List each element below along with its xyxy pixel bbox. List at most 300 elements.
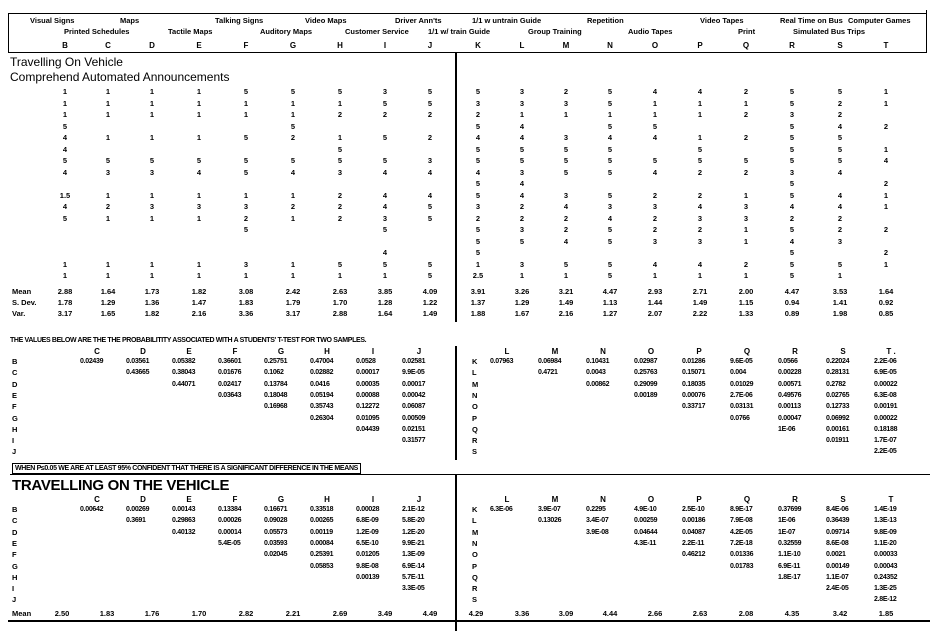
rating-cell: 4 [652,87,658,96]
matrix-col-header: S [840,495,846,504]
p-value: 0.33518 [310,506,334,513]
rating-cell: 5 [563,167,569,177]
mean-value: 2.66 [647,609,663,618]
rating-cell: 1 [196,98,202,108]
stat-value: 1.13 [602,298,618,307]
p-value: 0.00047 [778,414,802,422]
matrix-row-label: R [472,584,478,594]
matrix-row-label: C [12,516,18,526]
p-value: 0.13784 [264,380,288,388]
stat-value: 1.49 [422,309,438,318]
rating-cell: 4 [427,167,433,177]
rating-cell: 2 [652,225,658,234]
p-value: 2.7E-06 [730,391,753,399]
p-value: 0.00022 [874,414,898,422]
p-value: 8.6E-08 [826,539,849,547]
p-value: 6.9E-11 [778,562,801,570]
mean-value: 2.63 [692,609,708,618]
p-value: 0.00022 [874,380,898,388]
rating-cell: 5 [837,259,843,269]
p-value: 8.9E-17 [730,506,753,513]
p-value: 0.02987 [634,358,658,365]
rating-cell: 1 [105,133,111,142]
stat-value: 1.79 [285,298,301,307]
mean-value: 1.83 [99,609,115,618]
p-value: 9.9E-05 [402,369,425,377]
stat-value: 2.00 [738,287,754,296]
p-value: 0.18188 [874,425,898,433]
rating-cell: 4 [697,202,703,211]
p-value: 2.8E-12 [874,596,897,604]
p-value: 6.9E-05 [874,369,897,377]
header-top-label: Computer Games [848,16,911,25]
matrix-row-label: I [12,584,15,594]
rating-cell: 1 [290,213,296,223]
header-bottom-label: Group Training [528,27,582,36]
rating-cell: 5 [427,98,433,108]
rating-cell: 5 [475,87,481,96]
stat-label: S. Dev. [12,298,37,307]
rating-cell: 1 [697,98,703,108]
rating-cell: 5 [427,87,433,96]
p-value: 0.05194 [310,391,334,399]
rating-cell: 5 [243,167,249,177]
column-letter: T [883,41,889,50]
p-value: 0.01676 [218,369,242,377]
p-value: 1.2E-20 [402,528,425,536]
rating-cell: 5 [337,156,343,165]
rating-cell: 1 [62,259,68,269]
rating-cell: 5 [607,225,613,234]
rating-cell: 1 [196,259,202,269]
matrix-row-label: K [472,357,478,366]
rating-cell: 4 [563,236,569,246]
p-value: 7.2E-18 [730,539,753,547]
matrix-col-header: P [696,495,702,504]
matrix-row-label: C [12,368,18,378]
stat-value: 1.67 [514,309,530,318]
p-value: 1.1E-07 [826,573,849,581]
matrix-col-header: H [324,347,330,356]
rating-cell: 2 [290,133,296,142]
p-value: 4.3E-11 [634,539,657,547]
p-value: 0.12733 [826,403,850,411]
matrix-col-header: I [371,347,375,356]
rating-cell: 1 [652,271,658,280]
center-divider-3 [455,474,457,631]
rating-cell: 3 [607,202,613,211]
rating-cell: 2 [105,202,111,211]
column-letter: L [519,41,525,50]
p-value: 0.09714 [826,528,850,536]
rating-cell: 5 [607,156,613,165]
stat-value: 1.37 [470,298,486,307]
rating-cell: 2 [519,202,525,211]
rating-cell: 3 [149,167,155,177]
column-letter: J [427,41,433,50]
p-value: 0.03561 [126,358,150,365]
p-value: 0.00113 [778,403,801,411]
matrix-row-label: J [12,595,17,605]
rating-cell: 4 [382,248,388,257]
stat-value: 1.88 [470,309,486,318]
p-value: 1.2E-09 [356,528,379,536]
rating-cell: 3 [519,259,525,269]
rating-cell: 1 [475,259,481,269]
stat-value: 3.26 [514,287,530,296]
rating-cell: 5 [697,156,703,165]
rating-cell: 1 [743,225,749,234]
p-value: 0.00265 [310,517,334,525]
column-letter: I [383,41,387,50]
matrix-col-header: C [94,347,100,356]
rating-cell: 4 [697,87,703,96]
rating-cell: 2 [337,110,343,119]
rating-cell: 1 [149,259,155,269]
header-bottom-label: Auditory Maps [260,27,313,36]
stat-value: 2.07 [647,309,663,318]
p-value: 2.2E-05 [874,448,897,456]
rating-cell: 1 [149,213,155,223]
rating-cell: 5 [563,144,569,154]
header-bottom-border [8,52,927,53]
p-value: 1.3E-13 [874,517,897,525]
p-value: 0.00076 [682,391,706,399]
rating-cell: 2 [563,213,569,223]
p-value: 0.13384 [218,506,242,513]
rating-cell: 5 [607,98,613,108]
rating-cell: 1 [607,110,613,119]
p-value: 0.31577 [402,437,426,445]
mean-value: 2.21 [285,609,301,618]
rating-cell: 5 [475,179,481,188]
rating-cell: 4 [652,259,658,269]
rating-cell: 5 [62,213,68,223]
stat-value: 1.33 [738,309,754,318]
rating-cell: 4 [519,179,525,188]
matrix-row-label: K [472,505,478,514]
header-top-label: Talking Signs [215,16,264,25]
stat-value: 2.63 [332,287,348,296]
matrix-col-header: M [551,347,559,356]
rating-cell: 5 [475,144,481,154]
rating-cell: 5 [382,98,388,108]
rating-cell: 2 [427,110,433,119]
p-value: 0.00269 [126,506,150,513]
matrix-row-label: H [12,424,18,434]
header-bottom-label: Audio Tapes [628,27,673,36]
p-value: 0.00186 [682,517,706,525]
section-subtitle: Comprehend Automated Announcements [10,70,230,84]
rating-cell: 1 [105,271,111,280]
p-value: 3.9E-07 [538,506,561,513]
p-value: 2.2E-11 [682,539,705,547]
p-value: 0.05573 [264,528,288,536]
rating-cell: 1 [105,190,111,200]
stat-value: 1.78 [57,298,73,307]
p-value: 0.46212 [682,551,706,559]
rating-cell: 2 [697,190,703,200]
matrix-col-header: F [232,495,238,504]
rating-cell: 2 [743,167,749,177]
stat-value: 1.64 [377,309,393,318]
p-value: 0.01336 [730,551,754,559]
rating-cell: 5 [789,144,795,154]
matrix-col-header: I [371,495,375,504]
rating-cell: 2 [337,213,343,223]
header-top-label: Maps [120,16,140,25]
rating-cell: 5 [652,121,658,131]
rating-cell: 5 [837,133,843,142]
p-value: 1.8E-17 [778,573,801,581]
stat-value: 1.82 [191,287,207,296]
rating-cell: 1 [697,271,703,280]
stat-value: 4.47 [602,287,618,296]
rating-cell: 3 [697,236,703,246]
p-value: 0.004 [730,369,747,377]
rating-cell: 1 [196,133,202,142]
matrix-row-label: R [472,436,478,446]
column-letter: H [337,41,343,50]
column-letter: N [607,41,613,50]
p-value: 0.06992 [826,414,850,422]
stat-value: 1.70 [332,298,348,307]
rating-cell: 5 [62,156,68,165]
rating-cell: 3 [243,259,249,269]
rating-cell: 1 [149,87,155,96]
rating-cell: 4 [519,121,525,131]
p-value: 0.00139 [356,573,380,581]
rating-cell: 5 [519,236,525,246]
p-value: 5.4E-05 [218,539,241,547]
column-letter: R [789,41,795,50]
p-value: 0.0043 [586,369,606,377]
rating-cell: 1 [62,98,68,108]
p-value: 0.24352 [874,573,898,581]
rating-cell: 1 [62,87,68,96]
header-top-label: 1/1 w untrain Guide [472,16,542,25]
rating-cell: 2 [697,225,703,234]
rating-cell: 4 [652,133,658,142]
rating-cell: 1 [105,87,111,96]
rating-cell: 4 [62,167,68,177]
rating-cell: 1 [149,271,155,280]
rating-cell: 4 [837,121,843,131]
matrix-row-label: Q [472,572,478,582]
rating-cell: 4 [607,133,613,142]
rating-cell: 5 [789,190,795,200]
matrix-col-header: L [504,347,510,356]
p-value: 0.40132 [172,528,196,536]
matrix-row-label: G [12,413,18,423]
matrix-row-label: S [472,447,478,457]
p-value: 9.8E-08 [356,562,379,570]
rating-cell: 1.5 [59,190,71,200]
rating-cell: 1 [105,110,111,119]
p-value: 0.29863 [172,517,196,525]
stat-value: 1.98 [832,309,848,318]
p-value: 0.25751 [264,358,288,365]
mean-value: 2.82 [238,609,254,618]
matrix-col-header: T . [886,347,896,356]
stat-value: 3.85 [377,287,393,296]
p-value: 0.16968 [264,403,288,411]
p-value: 0.00042 [402,391,426,399]
matrix-row-label: O [472,550,478,560]
p-value: 0.05382 [172,358,196,365]
rating-cell: 2 [382,110,388,119]
matrix-row-label: H [12,572,18,582]
rating-cell: 1 [62,271,68,280]
column-letter: B [62,41,68,50]
matrix-col-header: C [94,495,100,504]
stat-value: 0.89 [784,309,800,318]
matrix-col-header: L [504,495,510,504]
p-value: 0.00026 [218,517,242,525]
rating-cell: 1 [563,271,569,280]
stat-value: 1.65 [100,309,116,318]
rating-cell: 4 [519,190,525,200]
rating-cell: 2 [883,121,889,131]
matrix-col-header: N [600,347,606,356]
mean-value: 4.44 [602,609,618,618]
rating-cell: 4 [196,167,202,177]
p-value: 1.4E-19 [874,506,897,513]
rating-cell: 1 [743,98,749,108]
rating-cell: 5 [105,156,111,165]
rating-cell: 5 [337,259,343,269]
p-value: 0.15071 [682,369,706,377]
p-value: 0.01205 [356,551,380,559]
p-value: 0.10431 [586,358,610,365]
p-value: 0.37699 [778,506,802,513]
stat-value: 3.91 [470,287,486,296]
p-value: 9.9E-21 [402,539,425,547]
mean-label: Mean [12,609,32,618]
rating-cell: 2 [337,190,343,200]
rating-cell: 2 [290,202,296,211]
header-top-border [8,13,927,14]
ttest-caption: THE VALUES BELOW ARE THE THE PROBABILITITY ASSOCIATED WITH A STUDENTS' T-TEST FOR TWO SAMPLES. [10,337,367,344]
p-value: 2.4E-05 [826,585,849,593]
rating-cell: 2 [837,110,843,119]
rating-cell: 1 [243,271,249,280]
significance-note: WHEN P≤0.05 WE ARE AT LEAST 95% CONFIDENT THAT THERE IS A SIGNIFICANT DIFFERENCE IN THE MEANS [12,463,361,474]
rating-cell: 5 [519,144,525,154]
rating-cell: 4 [475,167,481,177]
matrix-col-header: R [792,495,798,504]
rating-cell: 5 [789,121,795,131]
rating-cell: 2 [883,248,889,257]
rating-cell: 4 [837,190,843,200]
mean-value: 3.36 [514,609,530,618]
p-value: 0.00189 [634,391,658,399]
header-top-label: Repetition [587,16,624,25]
p-value: 0.01286 [682,358,706,365]
column-letter: O [651,41,659,50]
rating-cell: 3 [697,213,703,223]
rating-cell: 5 [789,133,795,142]
p-value: 0.00228 [778,369,802,377]
p-value: 0.00571 [778,380,802,388]
rating-cell: 4 [62,202,68,211]
p-value: 0.3691 [126,517,146,525]
mean-value: 4.35 [784,609,800,618]
matrix-row-label: N [472,538,478,548]
p-value: 0.47004 [310,358,334,365]
stat-value: 2.88 [57,287,73,296]
matrix-col-header: E [186,495,192,504]
rating-cell: 2 [883,179,889,188]
stat-value: 1.36 [144,298,160,307]
rating-cell: 5 [607,121,613,131]
p-value: 0.02151 [402,425,426,433]
rating-cell: 4 [883,156,889,165]
center-divider [455,52,457,322]
p-value: 0.02765 [826,391,850,399]
stat-value: 2.88 [332,309,348,318]
stat-value: 3.08 [238,287,254,296]
p-value: 0.03643 [218,391,242,399]
header-bottom-label: Print [738,27,756,36]
rating-cell: 4 [789,236,795,246]
p-value: 0.0566 [778,358,798,365]
rating-cell: 1 [883,202,889,211]
rating-cell: 2 [475,110,481,119]
stat-value: 1.73 [144,287,160,296]
rating-cell: 5 [427,271,433,280]
matrix-row-label: B [12,357,18,366]
rating-cell: 5 [789,87,795,96]
matrix-row-label: E [12,390,18,400]
rating-cell: 1 [883,259,889,269]
p-value: 8.4E-06 [826,506,849,513]
p-value: 0.06087 [402,403,426,411]
header-top-label: Real Time on Bus [780,16,843,25]
rating-cell: 2 [697,167,703,177]
rating-cell: 2 [563,87,569,96]
p-value: 0.32559 [778,539,802,547]
rating-cell: 2 [337,202,343,211]
rating-cell: 2 [743,133,749,142]
rating-cell: 4 [607,213,613,223]
matrix-row-label: D [12,379,18,389]
mean-value: 1.76 [144,609,160,618]
rating-cell: 3 [475,98,481,108]
p-value: 3.3E-05 [402,585,425,593]
matrix-row-label: F [12,550,17,560]
p-value: 0.0766 [730,414,750,422]
p-value: 0.00259 [634,517,658,525]
rating-cell: 1 [563,110,569,119]
p-value: 0.02417 [218,380,242,388]
p-value: 0.02581 [402,358,426,365]
p-value: 6.8E-09 [356,517,379,525]
rating-cell: 4 [382,202,388,211]
rating-cell: 2 [837,98,843,108]
matrix-col-header: M [551,495,559,504]
rating-cell: 4 [290,167,296,177]
rating-cell: 3 [519,225,525,234]
rating-cell: 1 [105,213,111,223]
rating-cell: 1 [243,110,249,119]
rating-cell: 4 [62,133,68,142]
column-letter: Q [742,41,750,50]
p-value: 0.00017 [402,380,426,388]
rating-cell: 1 [290,110,296,119]
rating-cell: 4 [837,167,843,177]
p-value: 0.1062 [264,369,284,377]
